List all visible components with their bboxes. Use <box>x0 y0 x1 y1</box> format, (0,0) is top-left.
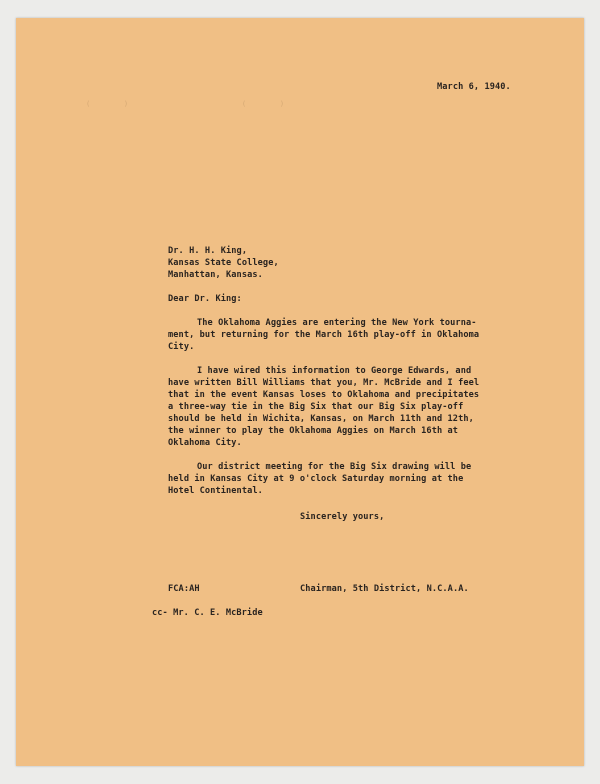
signature-title: Chairman, 5th District, N.C.A.A. <box>300 584 469 594</box>
paragraph-line: have written Bill Williams that you, Mr. McBride and I feel <box>168 378 480 388</box>
typist-initials: FCA:AH <box>168 584 200 594</box>
paragraph-line: held in Kansas City at 9 o'clock Saturday morning at the <box>168 474 464 484</box>
letter-page <box>16 18 584 766</box>
letter-date: March 6, 1940. <box>437 82 511 92</box>
recipient-city: Manhattan, Kansas. <box>168 270 263 280</box>
paragraph-line: a three-way tie in the Big Six that our Big Six play-off <box>168 402 464 412</box>
paragraph-line: the winner to play the Oklahoma Aggies on March 16th at <box>168 426 459 436</box>
recipient-institution: Kansas State College, <box>168 258 279 268</box>
bleed-through-decoration: ( ) ( ) <box>86 100 285 108</box>
paragraph-line: that in the event Kansas loses to Oklahoma and precipitates <box>168 390 480 400</box>
paragraph-line: City. <box>168 342 195 352</box>
paragraph-line: should be held in Wichita, Kansas, on March 11th and 12th, <box>168 414 474 424</box>
paragraph-line: Our district meeting for the Big Six drawing will be <box>197 462 472 472</box>
paragraph-line: I have wired this information to George Edwards, and <box>197 366 472 376</box>
salutation: Dear Dr. King: <box>168 294 242 304</box>
recipient-name: Dr. H. H. King, <box>168 246 248 256</box>
paragraph-line: The Oklahoma Aggies are entering the New York tourna- <box>197 318 477 328</box>
paragraph-line: Hotel Continental. <box>168 486 263 496</box>
closing: Sincerely yours, <box>300 512 385 522</box>
carbon-copy: cc- Mr. C. E. McBride <box>152 608 263 618</box>
paragraph-line: Oklahoma City. <box>168 438 242 448</box>
paragraph-line: ment, but returning for the March 16th play-off in Oklahoma <box>168 330 480 340</box>
